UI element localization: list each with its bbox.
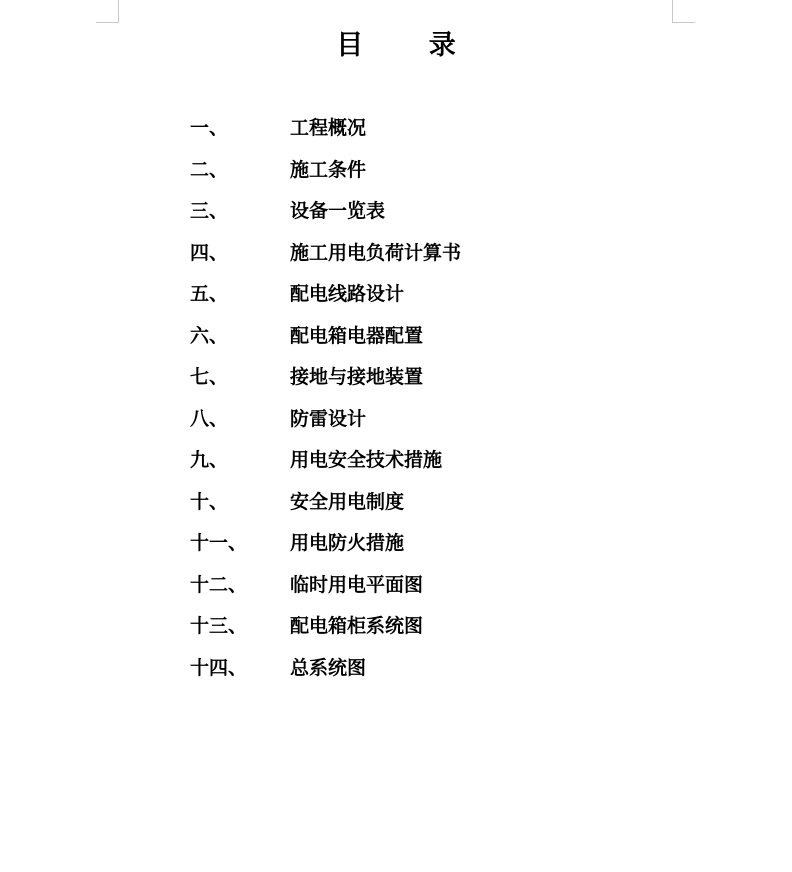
toc-item-number: 一、 xyxy=(190,117,229,139)
toc-item-number: 十二、 xyxy=(190,573,248,596)
toc-item-number: 十、 xyxy=(190,490,229,513)
toc-item xyxy=(190,523,630,565)
toc-item xyxy=(190,108,630,150)
toc-item-text: 施工用电负荷计算书 xyxy=(290,241,462,264)
toc-item xyxy=(190,274,630,316)
toc-item xyxy=(190,150,630,192)
toc-item-number: 十一、 xyxy=(190,532,248,554)
margin-corner-mark-top-right xyxy=(672,0,695,23)
toc-item xyxy=(190,316,630,358)
toc-item-text: 工程概况 xyxy=(290,117,367,139)
toc-item xyxy=(190,233,630,275)
page-title: 目 录 xyxy=(336,30,484,61)
toc-item-number: 四、 xyxy=(190,241,229,264)
toc-item-text: 接地与接地装置 xyxy=(290,366,424,388)
toc-item-number: 九、 xyxy=(190,449,229,471)
toc-item-number: 二、 xyxy=(190,158,229,181)
toc-item xyxy=(190,357,630,399)
toc-item-number: 六、 xyxy=(190,324,229,347)
toc-item-text: 设备一览表 xyxy=(290,200,386,222)
toc-item-number: 三、 xyxy=(190,200,229,222)
toc-item-number: 七、 xyxy=(190,366,229,388)
toc-item xyxy=(190,399,630,441)
toc-item-text: 施工条件 xyxy=(290,158,367,181)
toc-item-text: 用电安全技术措施 xyxy=(290,449,443,471)
toc-item-text: 临时用电平面图 xyxy=(290,573,424,596)
toc-item xyxy=(190,191,630,233)
toc-item xyxy=(190,482,630,524)
toc-item-number: 十四、 xyxy=(190,656,248,679)
margin-corner-mark-top-left xyxy=(96,0,119,23)
toc-item xyxy=(190,440,630,482)
toc-item-number: 十三、 xyxy=(190,615,248,637)
toc-item xyxy=(190,565,630,607)
table-of-contents xyxy=(190,108,630,689)
toc-item-number: 八、 xyxy=(190,407,229,430)
toc-item-text: 安全用电制度 xyxy=(290,490,405,513)
toc-item-text: 配电箱电器配置 xyxy=(290,324,424,347)
toc-item-text: 用电防火措施 xyxy=(290,532,405,554)
toc-item xyxy=(190,606,630,648)
toc-item-text: 配电箱柜系统图 xyxy=(290,615,424,637)
toc-item-text: 总系统图 xyxy=(290,656,367,679)
toc-item-text: 防雷设计 xyxy=(290,407,367,430)
toc-item-number: 五、 xyxy=(190,283,229,305)
toc-item xyxy=(190,648,630,690)
toc-item-text: 配电线路设计 xyxy=(290,283,405,305)
